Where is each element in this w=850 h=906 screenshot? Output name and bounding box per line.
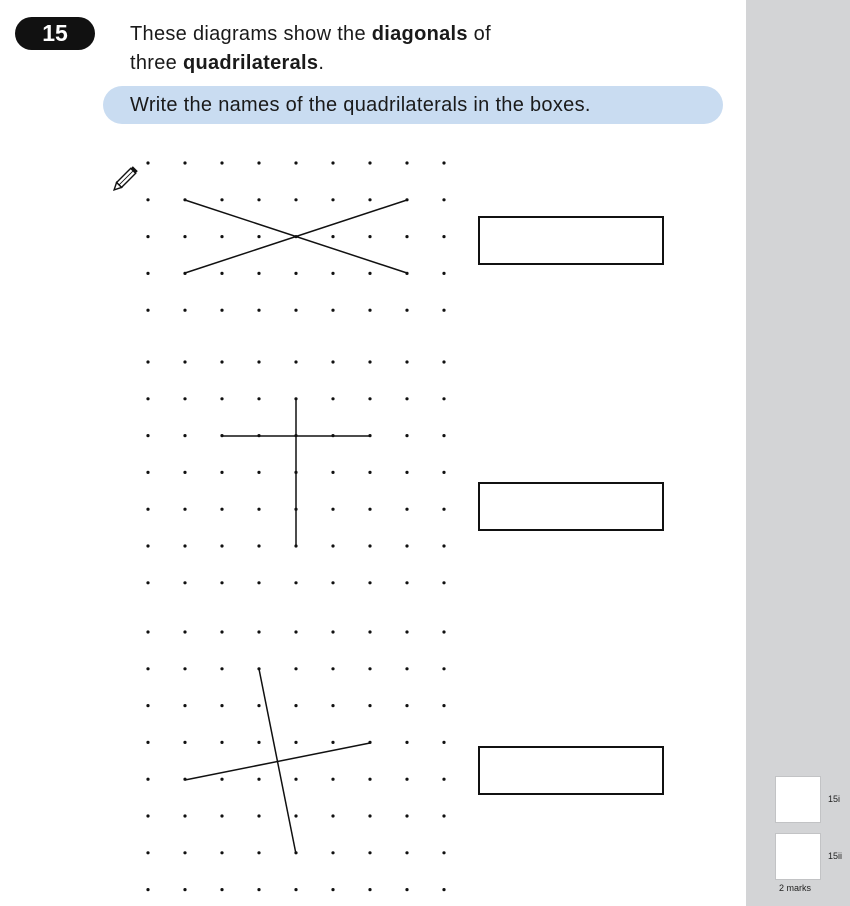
grid-dot (183, 235, 186, 238)
grid-dot (442, 235, 445, 238)
grid-dot (183, 581, 186, 584)
grid-dot (368, 508, 371, 511)
grid-dot (183, 741, 186, 744)
grid-dot (442, 360, 445, 363)
diagram-1-diagonals (185, 200, 407, 273)
grid-dot (331, 630, 334, 633)
grid-dot (405, 704, 408, 707)
grid-dot (331, 581, 334, 584)
grid-dot (294, 741, 297, 744)
grid-dot (368, 471, 371, 474)
grid-dot (146, 814, 149, 817)
grid-dot (257, 888, 260, 891)
grid-dot (146, 778, 149, 781)
grid-dot (368, 309, 371, 312)
answer-box-3[interactable] (478, 746, 664, 795)
grid-dot (294, 581, 297, 584)
mark-label-15ii: 15ii (828, 851, 843, 861)
question-line-1: These diagrams show the diagonals of (130, 23, 491, 45)
diagram-3-diagonals (185, 669, 370, 854)
grid-dot (146, 704, 149, 707)
grid-dot (331, 309, 334, 312)
grid-dot (331, 360, 334, 363)
grid-dot (405, 544, 408, 547)
grid-dot (331, 397, 334, 400)
grid-dot (405, 235, 408, 238)
grid-dot (146, 272, 149, 275)
grid-dot (257, 851, 260, 854)
grid-dot (220, 741, 223, 744)
grid-dot (368, 272, 371, 275)
grid-dot (183, 704, 186, 707)
grid-dot (146, 630, 149, 633)
grid-dot (368, 704, 371, 707)
grid-dot (442, 434, 445, 437)
grid-dot (405, 434, 408, 437)
grid-dot (257, 630, 260, 633)
grid-dot (183, 630, 186, 633)
grid-dot (220, 667, 223, 670)
instruction-text: Write the names of the quadrilaterals in the boxes. (130, 94, 591, 116)
grid-dot (294, 360, 297, 363)
grid-dot (368, 851, 371, 854)
grid-dot (146, 161, 149, 164)
grid-dot (331, 888, 334, 891)
grid-dot (294, 888, 297, 891)
grid-dot (442, 851, 445, 854)
grid-dot (257, 198, 260, 201)
mark-box-15i (775, 776, 821, 823)
grid-dot (405, 851, 408, 854)
grid-dot (368, 814, 371, 817)
grid-dot (368, 161, 371, 164)
question-number-badge: 15 (15, 17, 95, 50)
grid-dot (146, 851, 149, 854)
grid-dot (294, 272, 297, 275)
grid-dot (405, 814, 408, 817)
grid-dot (442, 309, 445, 312)
grid-dot (405, 741, 408, 744)
grid-dot (220, 630, 223, 633)
grid-dot (331, 704, 334, 707)
grid-dot (405, 888, 408, 891)
grid-dot (257, 397, 260, 400)
grid-dot (405, 508, 408, 511)
grid-dot (257, 360, 260, 363)
grid-dot (442, 544, 445, 547)
grid-dot (442, 471, 445, 474)
grid-dot (331, 814, 334, 817)
grid-dot (220, 198, 223, 201)
grid-dot (442, 198, 445, 201)
grid-dot (368, 630, 371, 633)
grid-dot (220, 581, 223, 584)
grid-dot (146, 741, 149, 744)
grid-dot (442, 888, 445, 891)
grid-dot (146, 471, 149, 474)
grid-dot (405, 581, 408, 584)
grid-dot (257, 704, 260, 707)
grid-dot (220, 161, 223, 164)
grid-dot (294, 161, 297, 164)
grid-dot (220, 360, 223, 363)
grid-dot (220, 471, 223, 474)
grid-dot (257, 235, 260, 238)
grid-dot (368, 397, 371, 400)
grid-dot (442, 741, 445, 744)
grid-dot (183, 667, 186, 670)
grid-dot (442, 778, 445, 781)
grid-dot (146, 667, 149, 670)
grid-dot (331, 544, 334, 547)
grid-dot (331, 272, 334, 275)
grid-dot (146, 360, 149, 363)
grid-dot (442, 630, 445, 633)
grid-dot (183, 508, 186, 511)
grid-dot (257, 544, 260, 547)
grid-dot (405, 161, 408, 164)
grid-dot (368, 360, 371, 363)
grid-dot (294, 198, 297, 201)
grid-dot (146, 397, 149, 400)
grid-dot (220, 888, 223, 891)
grid-dot (146, 581, 149, 584)
grid-dot (257, 508, 260, 511)
grid-dot (257, 741, 260, 744)
grid-dot (442, 581, 445, 584)
grid-dot (331, 471, 334, 474)
grid-dot (220, 397, 223, 400)
grid-dot (220, 235, 223, 238)
grid-dot (183, 397, 186, 400)
grid-dot (257, 272, 260, 275)
grid-dot (405, 471, 408, 474)
grid-dot (442, 272, 445, 275)
grid-dot (442, 161, 445, 164)
grid-dot (257, 814, 260, 817)
grid-dot (294, 630, 297, 633)
grid-dot (220, 851, 223, 854)
question-line-2: three quadrilaterals. (130, 52, 325, 74)
grid-dot (257, 581, 260, 584)
grid-dot (146, 198, 149, 201)
diagram-2-diagonals (222, 399, 370, 546)
grid-dot (405, 667, 408, 670)
grid-dot (220, 272, 223, 275)
grid-dot (183, 434, 186, 437)
grid-dot (183, 309, 186, 312)
grid-dot (331, 235, 334, 238)
grid-dot (294, 814, 297, 817)
grid-dot (257, 309, 260, 312)
marks-total: 2 marks (779, 883, 812, 893)
grid-dot (368, 888, 371, 891)
grid-dot (220, 704, 223, 707)
grid-dot (405, 309, 408, 312)
grid-dot (331, 667, 334, 670)
grid-dot (405, 630, 408, 633)
grid-dot (183, 360, 186, 363)
answer-box-2[interactable] (478, 482, 664, 531)
grid-dot (331, 198, 334, 201)
grid-dot (146, 544, 149, 547)
grid-dot (146, 434, 149, 437)
grid-dot (368, 198, 371, 201)
grid-dot (257, 161, 260, 164)
grid-dot (183, 471, 186, 474)
grid-dot (331, 851, 334, 854)
grid-dot (183, 851, 186, 854)
grid-dot (146, 888, 149, 891)
grid-dot (331, 508, 334, 511)
grid-dot (405, 397, 408, 400)
grid-dot (146, 508, 149, 511)
grid-dot (146, 309, 149, 312)
mark-box-15ii (775, 833, 821, 880)
grid-dot (405, 360, 408, 363)
grid-dot (294, 309, 297, 312)
grid-dot (442, 667, 445, 670)
grid-dot (442, 814, 445, 817)
pencil-icon (112, 166, 138, 192)
grid-dot (442, 704, 445, 707)
grid-dot (146, 235, 149, 238)
grid-dot (294, 704, 297, 707)
grid-dot (368, 667, 371, 670)
grid-dot (368, 581, 371, 584)
grid-dot (183, 544, 186, 547)
grid-dot (442, 508, 445, 511)
grid-dot (405, 778, 408, 781)
grid-dot (220, 508, 223, 511)
grid-dot (368, 235, 371, 238)
grid-dot (220, 309, 223, 312)
grid-dot (368, 778, 371, 781)
grid-dot (183, 161, 186, 164)
answer-box-1[interactable] (478, 216, 664, 265)
grid-dot (220, 544, 223, 547)
grid-dot (331, 161, 334, 164)
grid-dot (220, 778, 223, 781)
grid-dot (294, 778, 297, 781)
diagonal-3b (259, 669, 296, 854)
grid-dot (183, 888, 186, 891)
grid-dot (331, 741, 334, 744)
grid-dot (257, 778, 260, 781)
grid-dot (183, 814, 186, 817)
grid-dot (442, 397, 445, 400)
grid-dot (294, 667, 297, 670)
grid-dot (331, 778, 334, 781)
grid-dot (368, 544, 371, 547)
grid-dot (257, 471, 260, 474)
grid-dot (220, 814, 223, 817)
mark-label-15i: 15i (828, 794, 841, 804)
